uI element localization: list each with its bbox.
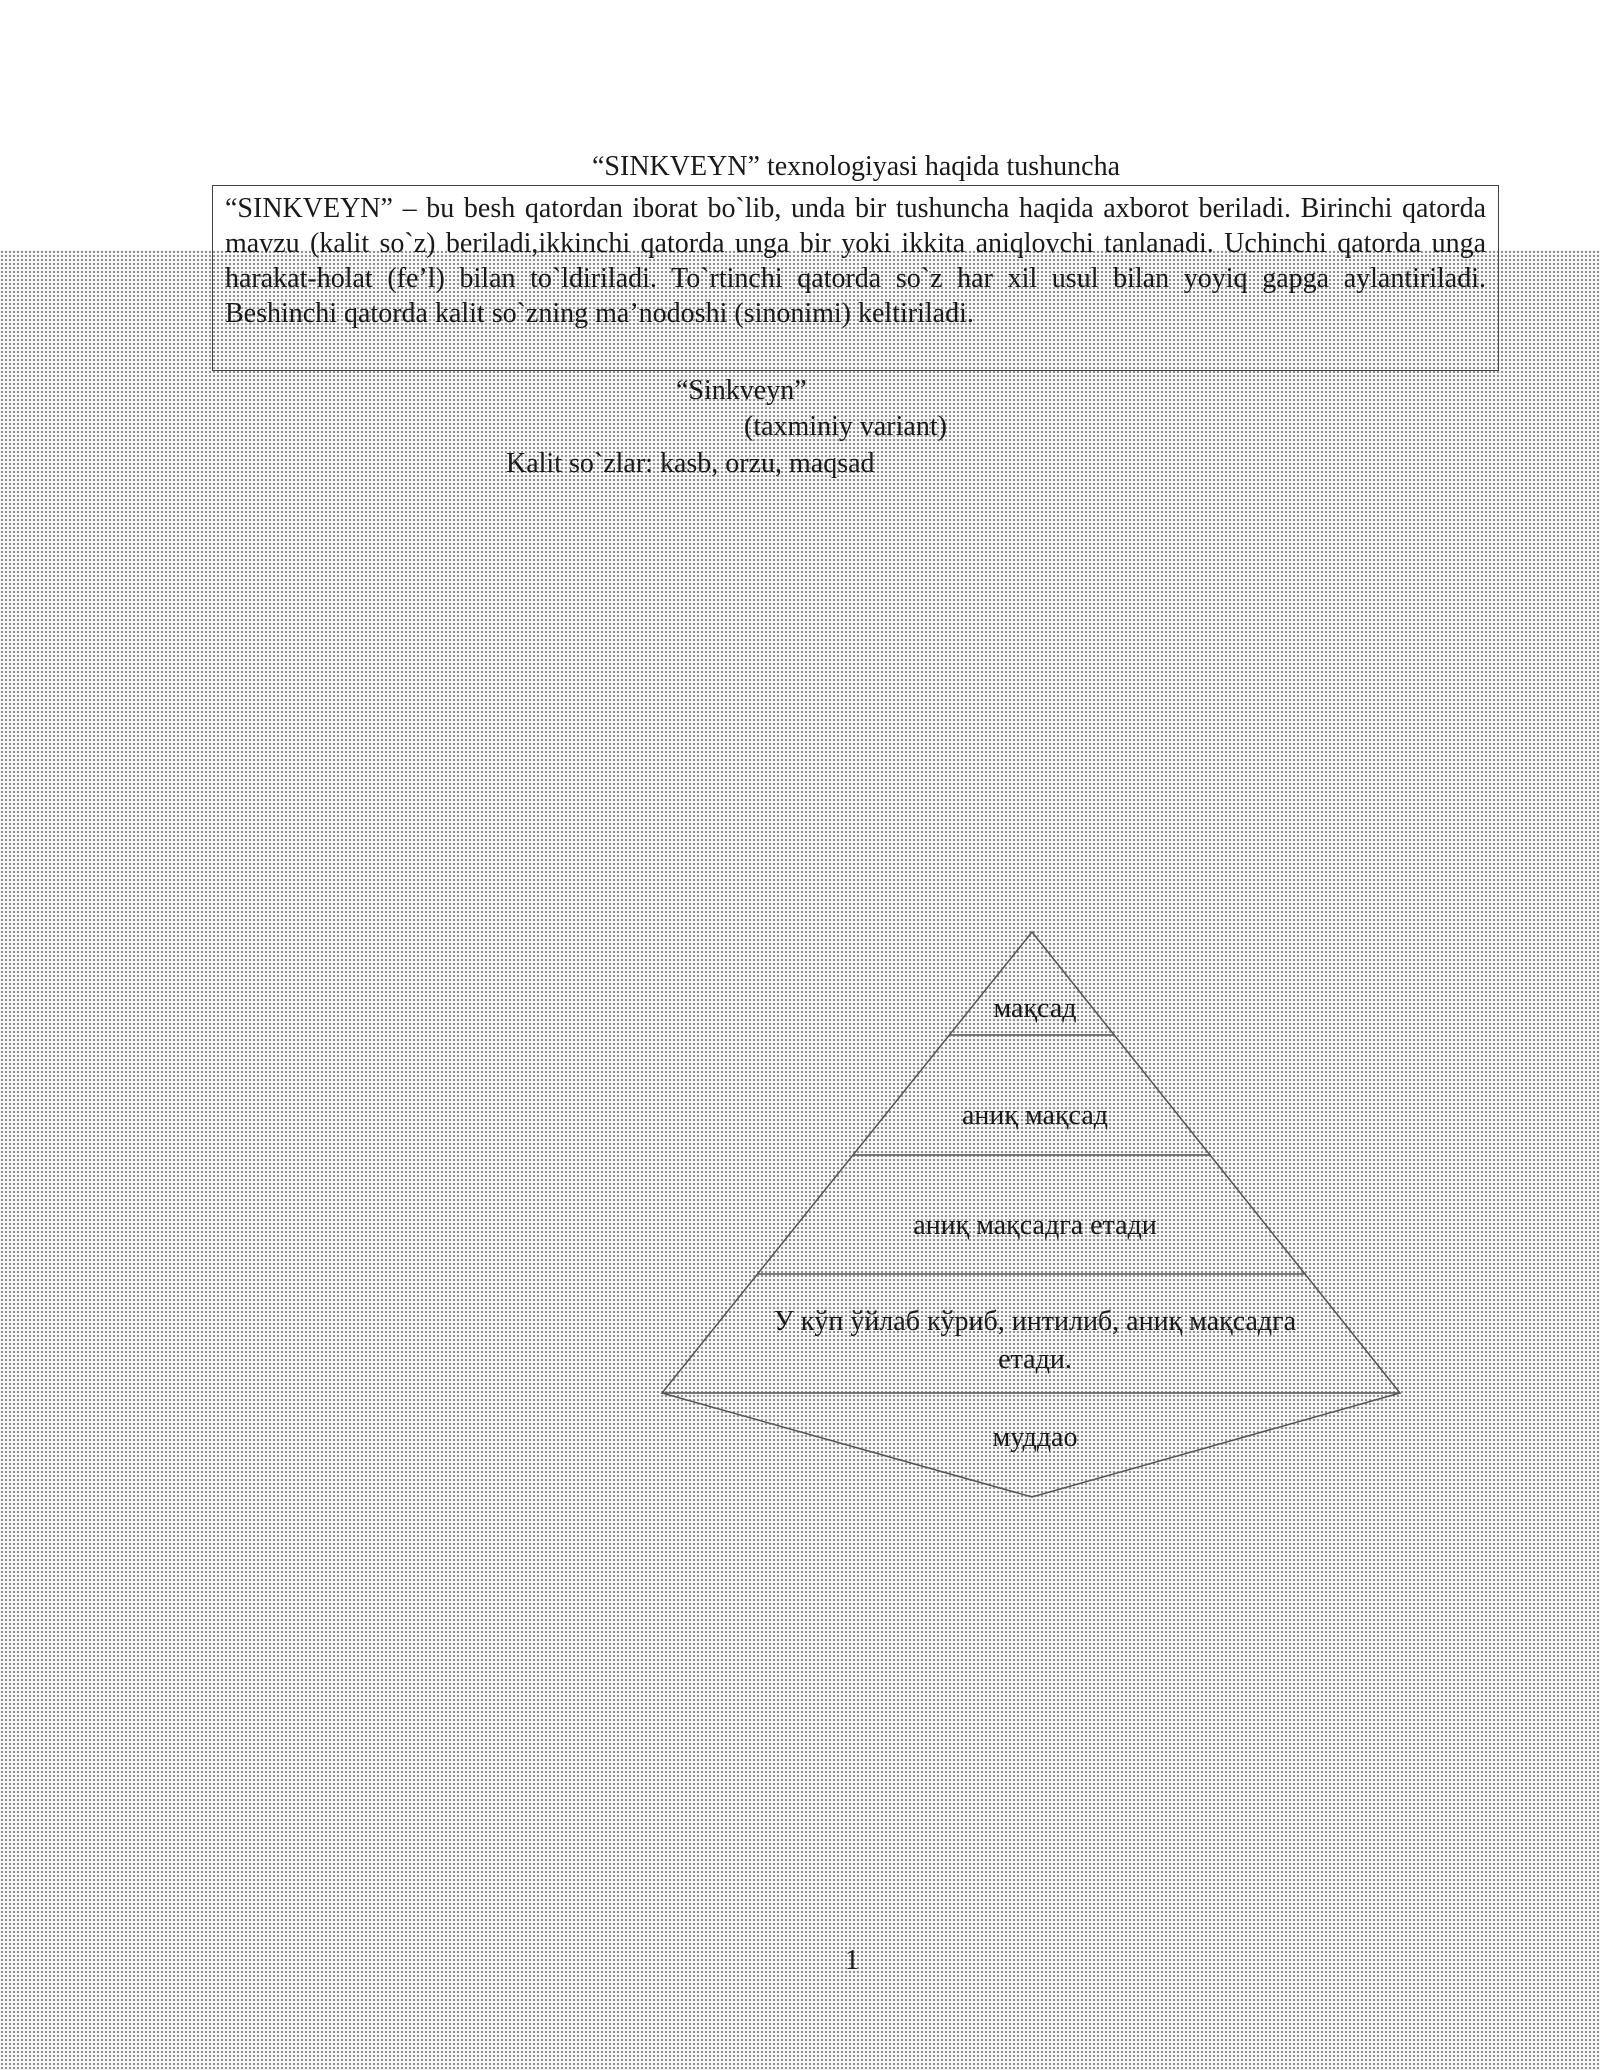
variant-note: (taxminiy variant) <box>744 411 947 442</box>
pyramid-level-3: аниқ мақсадга етади <box>913 1210 1157 1241</box>
pyramid-level-4: У кўп ўйлаб кўриб, интилиб, аниқ мақсадга етади. <box>773 1306 1297 1375</box>
pyramid-level-1: мақсад <box>993 993 1077 1024</box>
pyramid-level-5: муддао <box>992 1422 1078 1453</box>
keywords-line: Kalit so`zlar: kasb, orzu, maqsad <box>506 448 875 479</box>
sinkveyn-heading: “Sinkveyn” <box>676 375 807 406</box>
pyramid-level-2: аниқ мақсад <box>961 1100 1108 1131</box>
definition-text: “SINKVEYN” – bu besh qatordan iborat bo`lib, unda bir tushuncha haqida axborot beriladi. Birinchi qatorda mavzu (kalit so`z) beriladi,ikkinchi qatorda unga bir yoki ikkita aniqlovchi tanlanadi. Uchinchi qatorda unga harakat-holat (fe’l) bilan to`ldiriladi. To`rtinchi qatorda so`z har xil usul bilan yoyiq gapga aylantiriladi. Beshinchi qatorda kalit so`zning ma’nodoshi (sinonimi) keltiriladi. <box>225 193 1486 329</box>
document-title: “SINKVEYN” texnologiyasi haqida tushuncha <box>592 151 1120 182</box>
page-number: 1 <box>845 1945 859 1976</box>
